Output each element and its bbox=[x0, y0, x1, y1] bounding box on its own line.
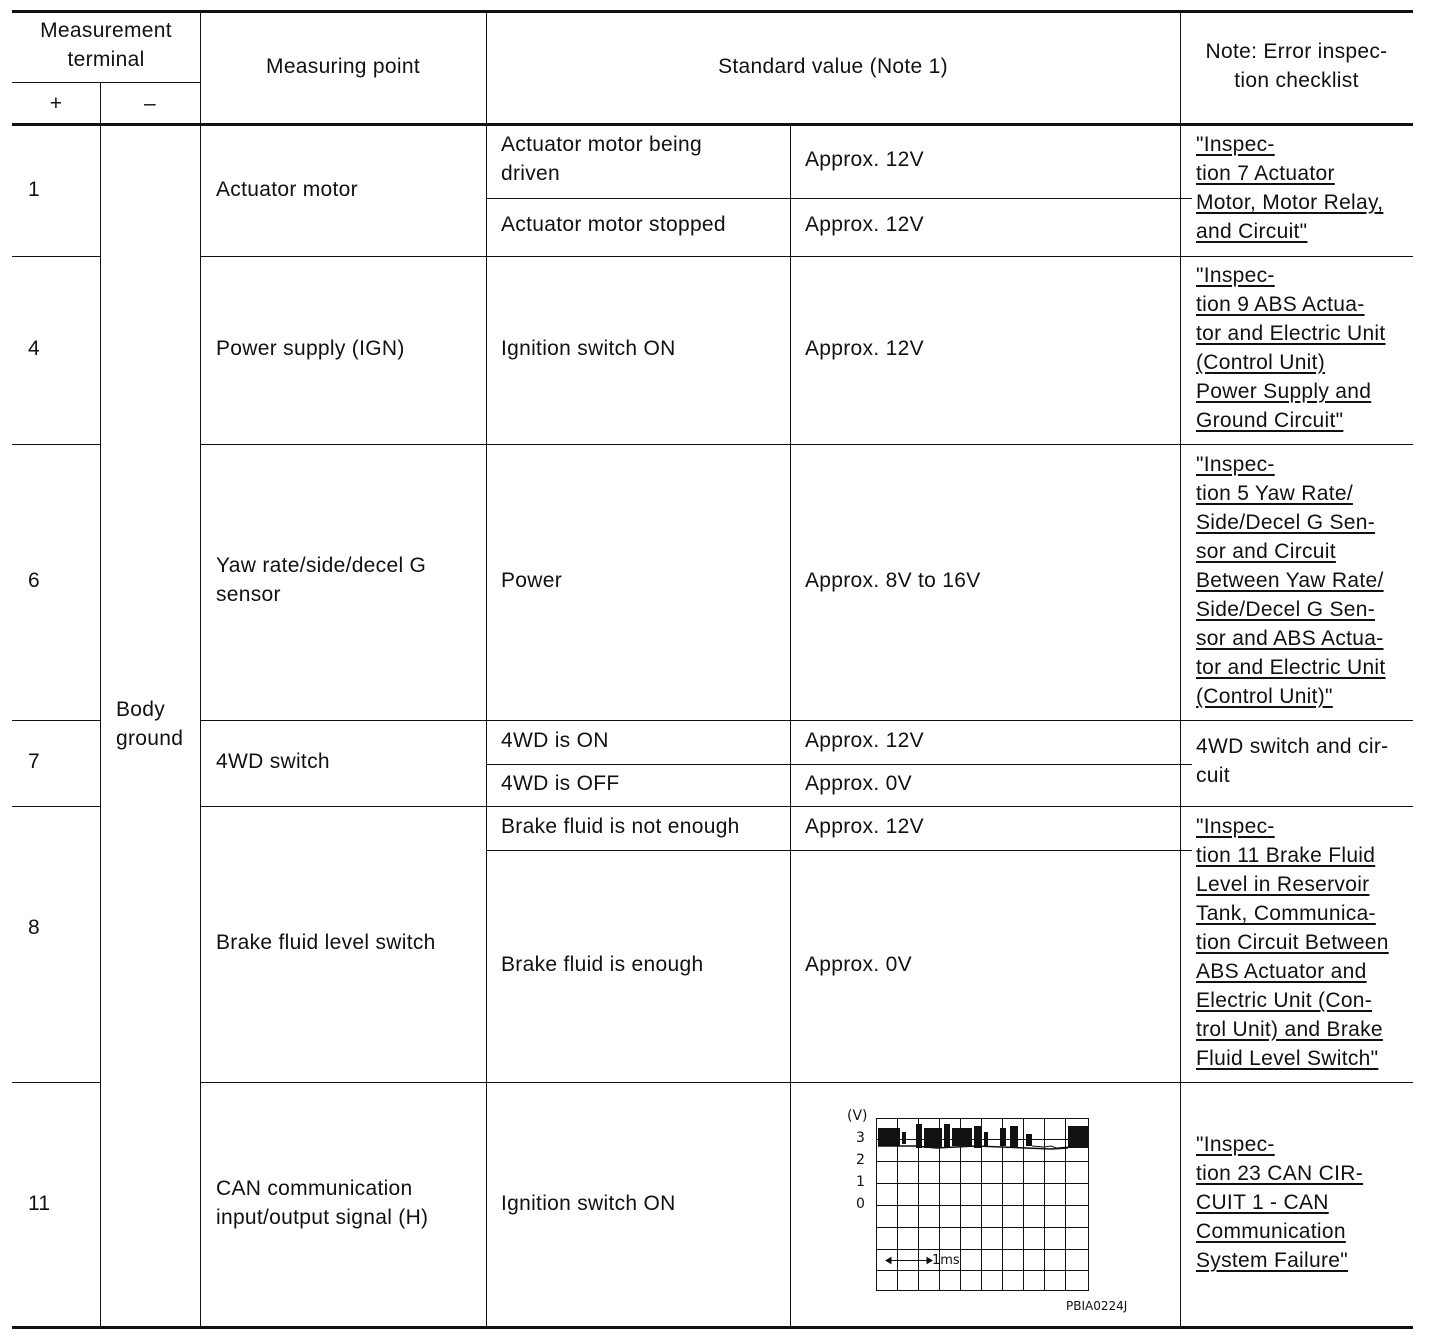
inspection-link[interactable]: "Inspec- tion 23 CAN CIR- CUIT 1 - CAN Communication System Failure" bbox=[1196, 1133, 1364, 1272]
row-divider bbox=[200, 806, 1413, 807]
condition-text: Power bbox=[501, 569, 563, 592]
subrow-divider bbox=[486, 198, 1192, 199]
inspection-link[interactable]: "Inspec- tion 11 Brake Fluid Level in Reservoir Tank, Communica- tion Circuit Between ABS Actuator and Electric Unit (Con- trol Unit) and Brake Fluid Level Switch" bbox=[1196, 815, 1389, 1070]
note-text: 4WD switch and cir- cuit bbox=[1196, 735, 1389, 787]
specification-table bbox=[12, 10, 1413, 1330]
standard-value: Approx. 0V bbox=[805, 772, 912, 795]
standard-value: Approx. 12V bbox=[805, 148, 924, 171]
header-terminal-divider bbox=[12, 82, 200, 83]
standard-value: Approx. 12V bbox=[805, 213, 924, 236]
minus-column-divider bbox=[100, 124, 101, 1328]
measuring-point: Actuator motor bbox=[216, 178, 358, 201]
can-waveform-graph bbox=[876, 1118, 1090, 1292]
standard-value: Approx. 12V bbox=[805, 729, 924, 752]
standard-value: Approx. 8V to 16V bbox=[805, 569, 981, 592]
condition-text: Brake fluid is enough bbox=[501, 953, 704, 976]
measuring-point: 4WD switch bbox=[216, 750, 330, 773]
subrow-divider bbox=[486, 764, 1192, 765]
terminal-number: 1 bbox=[28, 178, 40, 201]
header-measurement-terminal: Measurement terminal bbox=[40, 19, 172, 71]
header-standard-value: Standard value (Note 1) bbox=[718, 55, 948, 78]
header-minus: – bbox=[144, 92, 156, 115]
header-plus: + bbox=[49, 92, 63, 115]
standard-value: Approx. 12V bbox=[805, 337, 924, 360]
figure-code: PBIA0224J bbox=[1066, 1299, 1128, 1313]
terminal-number: 11 bbox=[28, 1192, 51, 1215]
inspection-link[interactable]: "Inspec- tion 5 Yaw Rate/ Side/Decel G Sen- sor and Circuit Between Yaw Rate/ Side/Decel G Sen- sor and ABS Actua- tor and Electric Unit (Control Unit)" bbox=[1196, 453, 1386, 708]
row-divider bbox=[200, 720, 1413, 721]
condition-text: Actuator motor stopped bbox=[501, 213, 726, 236]
condition-text: 4WD is OFF bbox=[501, 772, 620, 795]
row-divider bbox=[200, 444, 1413, 445]
row-divider bbox=[200, 256, 1413, 257]
row-divider bbox=[12, 256, 100, 257]
measuring-point: CAN communication input/output signal (H) bbox=[216, 1177, 429, 1229]
condition-text: 4WD is ON bbox=[501, 729, 609, 752]
standard-value: Approx. 0V bbox=[805, 953, 912, 976]
condition-text: Ignition switch ON bbox=[501, 1192, 676, 1215]
condition-text: Ignition switch ON bbox=[501, 337, 676, 360]
value-column-divider bbox=[790, 124, 791, 1328]
row-divider bbox=[200, 1082, 1413, 1083]
waveform-y-tick: 3 bbox=[856, 1130, 865, 1146]
inspection-link[interactable]: "Inspec- tion 9 ABS Actua- tor and Electric Unit (Control Unit) Power Supply and Ground Circuit" bbox=[1196, 264, 1386, 432]
waveform-time-scale: 1ms bbox=[932, 1253, 960, 1268]
measuring-point: Brake fluid level switch bbox=[216, 931, 436, 954]
row-divider bbox=[12, 1082, 100, 1083]
measuring-point: Power supply (IGN) bbox=[216, 337, 405, 360]
row-divider bbox=[12, 806, 100, 807]
header-note: Note: Error inspec- tion checklist bbox=[1205, 40, 1388, 92]
header-bottom-border bbox=[12, 123, 1413, 126]
terminal-number: 6 bbox=[28, 569, 40, 592]
waveform-y-tick: 1 bbox=[856, 1174, 865, 1190]
row-divider bbox=[12, 444, 100, 445]
measuring-point: Yaw rate/side/decel G sensor bbox=[216, 554, 427, 606]
terminal-number: 4 bbox=[28, 337, 40, 360]
condition-text: Brake fluid is not enough bbox=[501, 815, 740, 838]
condition-column-divider bbox=[486, 10, 487, 1328]
measuring-point-column-divider bbox=[200, 10, 201, 1328]
body-ground-label: Body ground bbox=[116, 698, 184, 750]
header-measuring-point: Measuring point bbox=[266, 55, 420, 78]
waveform-unit-label: (V) bbox=[847, 1108, 868, 1124]
standard-value: Approx. 12V bbox=[805, 815, 924, 838]
table-top-border bbox=[12, 10, 1413, 13]
waveform-y-tick: 2 bbox=[856, 1152, 865, 1168]
note-column-divider bbox=[1180, 10, 1181, 1328]
row-divider bbox=[12, 720, 100, 721]
subrow-divider bbox=[486, 850, 1192, 851]
inspection-link[interactable]: "Inspec- tion 7 Actuator Motor, Motor Relay, and Circuit" bbox=[1196, 133, 1384, 243]
table-bottom-border bbox=[12, 1326, 1413, 1329]
waveform-y-tick: 0 bbox=[856, 1196, 865, 1212]
terminal-number: 8 bbox=[28, 916, 40, 939]
terminal-number: 7 bbox=[28, 750, 40, 773]
condition-text: Actuator motor being driven bbox=[501, 133, 702, 185]
